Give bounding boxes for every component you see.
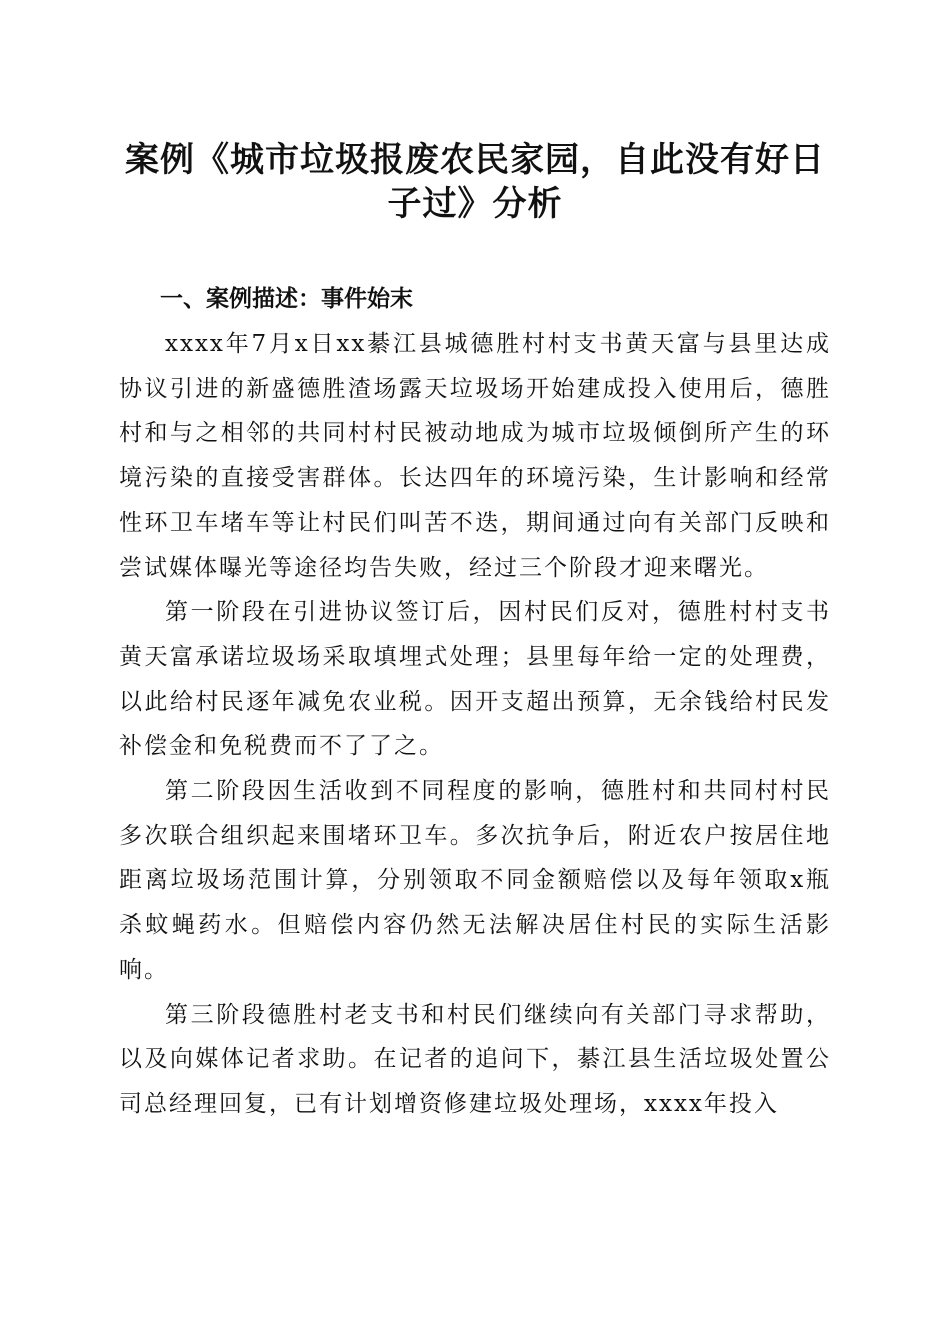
paragraph-stage-3: 第三阶段德胜村老支书和村民们继续向有关部门寻求帮助，以及向媒体记者求助。在记者的追问下，綦江县生活垃圾处置公司总经理回复，已有计划增资修建垃圾处理场，xxxx年投入 [119,1001,831,1117]
section-heading: 一、案例描述：事件始末 [160,286,413,312]
paragraph-intro: xxxx年7月x日xx綦江县城德胜村村支书黄天富与县里达成协议引进的新盛德胜渣场露天垃圾场开始建成投入使用后，德胜村和与之相邻的共同村村民被动地成为城市垃圾倾倒所产生的环境污染的直接受害群体。长达四年的环境污染，生计影响和经常性环卫车堵车等让村民们叫苦不迭，期间通过向有关部门反映和尝试媒体曝光等途径均告失败，经过三个阶段才迎来曙光。 [119,331,831,581]
paragraph-stage-2: 第二阶段因生活收到不同程度的影响，德胜村和共同村村民多次联合组织起来围堵环卫车。多次抗争后，附近农户按居住地距离垃圾场范围计算，分别领取不同金额赔偿以及每年领取x瓶杀蚊蝇药水。但赔偿内容仍然无法解决居住村民的实际生活影响。 [119,778,831,983]
paragraph-stage-1: 第一阶段在引进协议签订后，因村民们反对，德胜村村支书黄天富承诺垃圾场采取填埋式处理；县里每年给一定的处理费，以此给村民逐年减免农业税。因开支超出预算，无余钱给村民发补偿金和免税费而不了了之。 [119,599,831,760]
document-title-line-2: 子过》分析 [387,184,563,224]
body-text [119,322,831,1127]
document-title-line-1: 案例《城市垃圾报废农民家园，自此没有好日 [125,140,825,180]
